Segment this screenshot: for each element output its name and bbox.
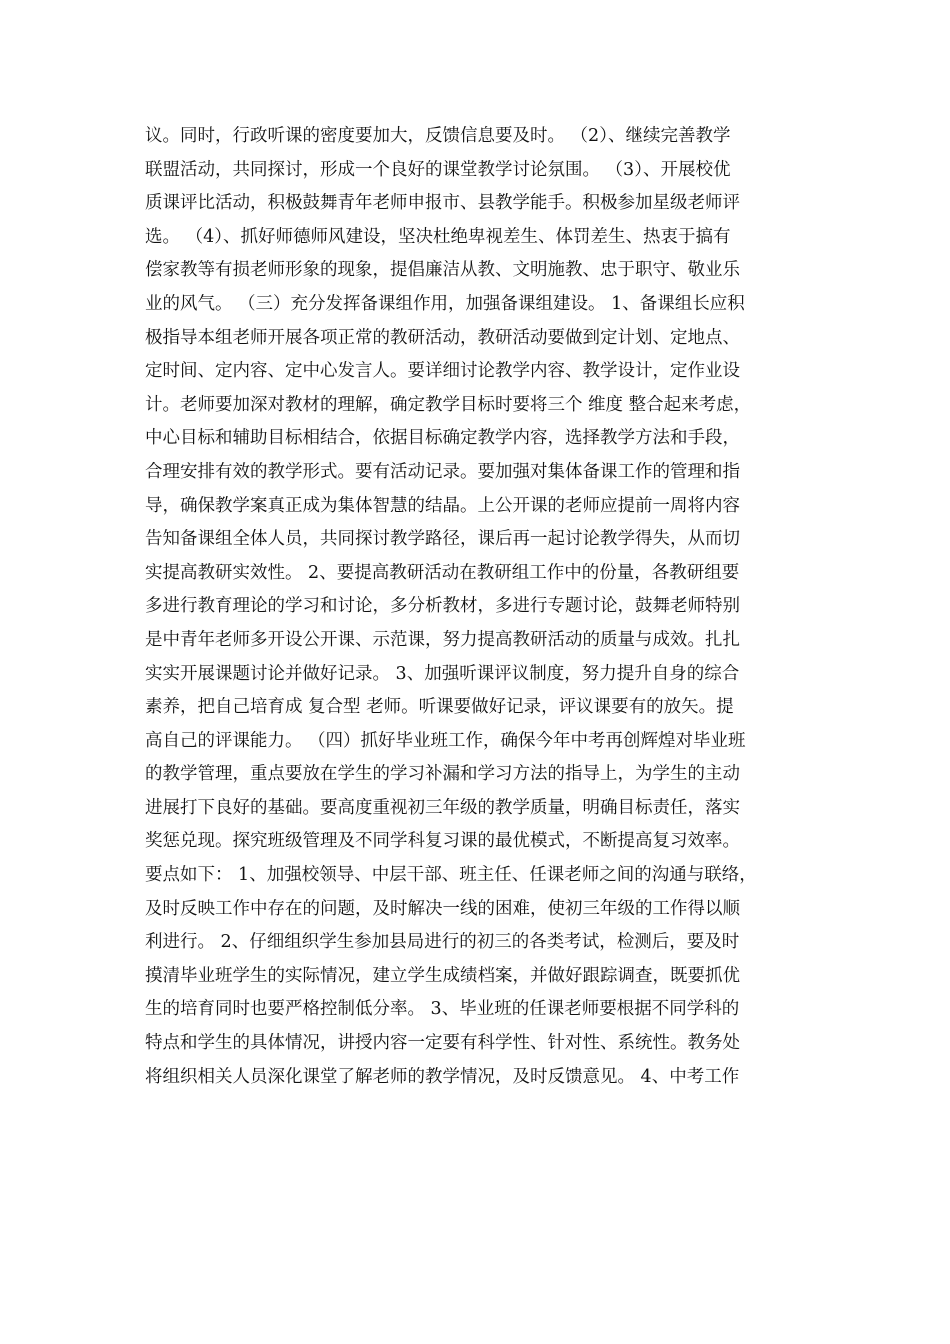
text-line: 的教学管理，重点要放在学生的学习补漏和学习方法的指导上，为学生的主动 bbox=[145, 764, 740, 785]
text-line: 高自己的评课能力。 （四）抓好毕业班工作，确保今年中考再创辉煌对毕业班 bbox=[145, 730, 746, 751]
text-line: 利进行。 2、仔细组织学生参加县局进行的初三的各类考试，检测后，要及时 bbox=[145, 932, 740, 953]
text-line: 质课评比活动，积极鼓舞青年老师申报市、县教学能手。积极参加星级老师评 bbox=[145, 193, 740, 214]
text-line: 合理安排有效的教学形式。要有活动记录。要加强对集体备课工作的管理和指 bbox=[145, 461, 740, 482]
text-line: 生的培育同时也要严格控制低分率。 3、毕业班的任课老师要根据不同学科的 bbox=[145, 999, 740, 1020]
text-line: 极指导本组老师开展各项正常的教研活动，教研活动要做到定计划、定地点、 bbox=[145, 327, 740, 348]
text-line: 进展打下良好的基础。要高度重视初三年级的教学质量，明确目标责任，落实 bbox=[145, 797, 740, 818]
text-line: 联盟活动，共同探讨，形成一个良好的课堂教学讨论氛围。 （3）、开展校优 bbox=[145, 159, 731, 180]
text-line: 实实开展课题讨论并做好记录。 3、加强听课评议制度，努力提升自身的综合 bbox=[145, 663, 740, 684]
text-line: 选。 （4）、抓好师德师风建设，坚决杜绝卑视差生、体罚差生、热衷于搞有 bbox=[145, 226, 731, 247]
text-line: 计。老师要加深对教材的理解，确定教学目标时要将三个 维度 整合起来考虑， bbox=[145, 394, 752, 415]
text-line: 中心目标和辅助目标相结合，依据目标确定教学内容，选择教学方法和手段， bbox=[145, 428, 740, 449]
text-line: 要点如下： 1、加强校领导、中层干部、班主任、任课老师之间的沟通与联络， bbox=[145, 865, 757, 886]
text-line: 摸清毕业班学生的实际情况，建立学生成绩档案，并做好跟踪调查，既要抓优 bbox=[145, 965, 740, 986]
text-line: 是中青年老师多开设公开课、示范课，努力提高教研活动的质量与成效。扎扎 bbox=[145, 629, 740, 650]
text-line: 素养，把自己培育成 复合型 老师。听课要做好记录，评议课要有的放矢。提 bbox=[145, 697, 734, 718]
text-line: 奖惩兑现。探究班级管理及不同学科复习课的最优模式，不断提高复习效率。 bbox=[145, 831, 740, 852]
text-line: 业的风气。 （三）充分发挥备课组作用，加强备课组建设。 1、备课组长应积 bbox=[145, 293, 745, 314]
text-line: 及时反映工作中存在的问题，及时解决一线的困难，使初三年级的工作得以顺 bbox=[145, 898, 740, 919]
text-line: 实提高教研实效性。 2、要提高教研活动在教研组工作中的份量，各教研组要 bbox=[145, 562, 740, 583]
text-line: 定时间、定内容、定中心发言人。要详细讨论教学内容、教学设计，定作业设 bbox=[145, 361, 740, 382]
text-line: 告知备课组全体人员，共同探讨教学路径，课后再一起讨论教学得失，从而切 bbox=[145, 529, 740, 550]
text-line: 偿家教等有损老师形象的现象，提倡廉洁从教、文明施教、忠于职守、敬业乐 bbox=[145, 260, 740, 281]
text-line: 特点和学生的具体情况，讲授内容一定要有科学性、针对性、系统性。教务处 bbox=[145, 1033, 740, 1054]
text-line: 导，确保教学案真正成为集体智慧的结晶。上公开课的老师应提前一周将内容 bbox=[145, 495, 740, 516]
text-line: 将组织相关人员深化课堂了解老师的教学情况，及时反馈意见。 4、中考工作 bbox=[145, 1066, 740, 1087]
text-line: 议。同时，行政听课的密度要加大，反馈信息要及时。 （2）、继续完善教学 bbox=[145, 126, 731, 146]
text-line: 多进行教育理论的学习和讨论，多分析教材，多进行专题讨论，鼓舞老师特别 bbox=[145, 596, 740, 617]
body-text bbox=[145, 120, 825, 1094]
